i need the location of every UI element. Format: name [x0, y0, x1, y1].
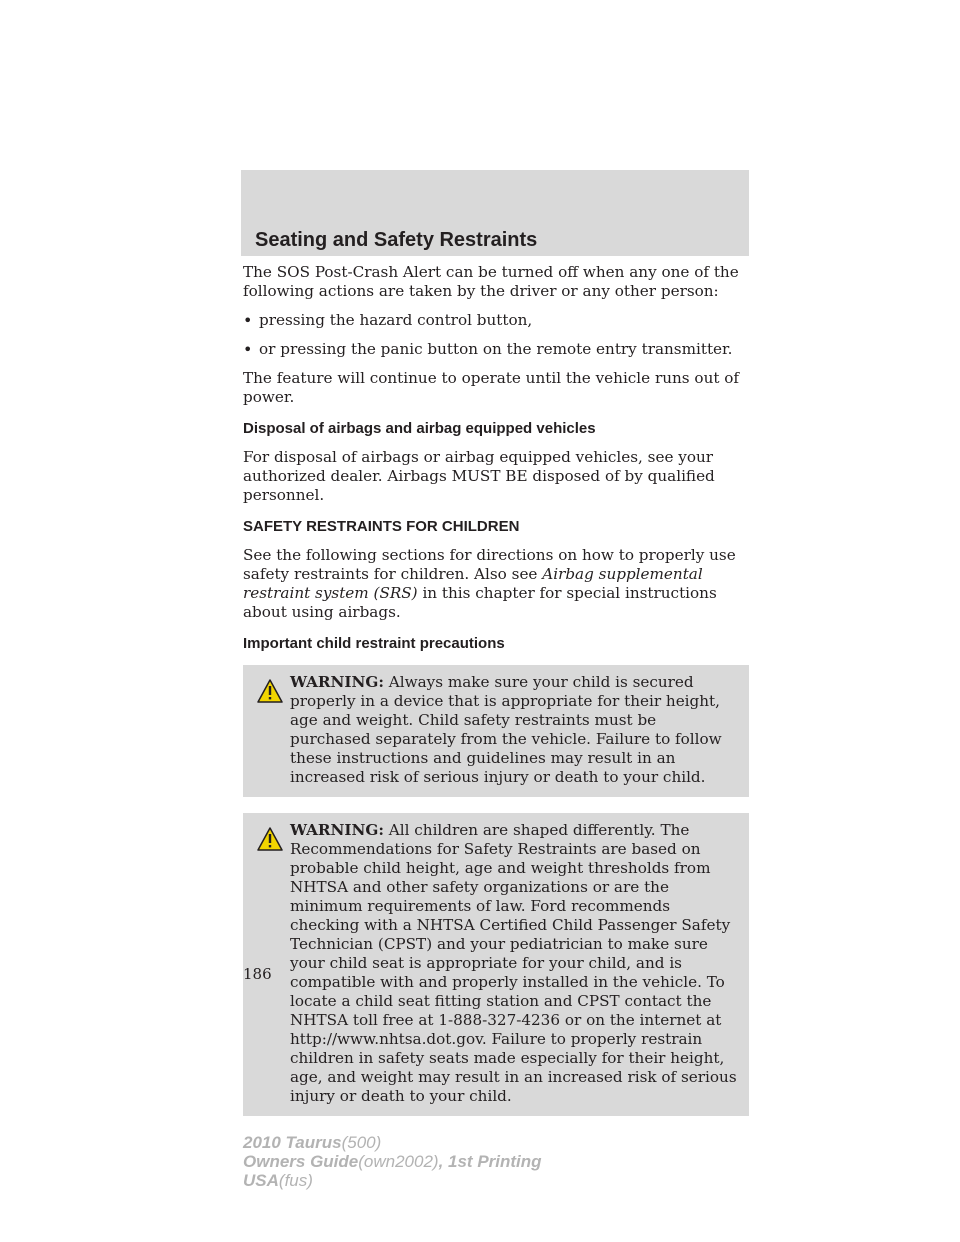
footer-market-code: (fus)	[278, 1171, 313, 1190]
bullet-symbol: •	[243, 311, 253, 330]
bullet-text: pressing the hazard control button,	[259, 311, 533, 329]
warning-label: WARNING:	[290, 821, 384, 839]
warning-box-2	[243, 813, 749, 1116]
warning-text	[255, 821, 741, 1106]
page-content	[243, 263, 749, 1116]
children-text-end: in this chapter for special instructions about using airbags.	[243, 584, 717, 621]
warning-text	[255, 673, 741, 787]
continue-paragraph: The feature will continue to operate until the vehicle runs out of power.	[243, 369, 740, 406]
footer-guide: Owners Guide	[243, 1152, 359, 1171]
list-item	[243, 340, 749, 359]
disposal-heading: Disposal of airbags and airbag equipped vehicles	[243, 420, 596, 437]
footer-model: 2010 Taurus	[243, 1133, 342, 1152]
footer-printing: , 1st Printing	[438, 1152, 542, 1171]
children-heading: SAFETY RESTRAINTS FOR CHILDREN	[243, 518, 520, 535]
bullet-text: or pressing the panic button on the remote entry transmitter.	[259, 340, 733, 358]
section-title: Seating and Safety Restraints	[255, 229, 538, 251]
footer-line-3	[243, 1171, 542, 1190]
footer-line-2	[243, 1152, 542, 1171]
warning-triangle-icon	[257, 827, 283, 851]
footer-market: USA	[243, 1171, 279, 1190]
children-paragraph	[243, 546, 749, 622]
footer-model-code: (500)	[341, 1133, 382, 1152]
warning-label: WARNING:	[290, 673, 384, 691]
warning-triangle-icon	[257, 679, 283, 703]
page-number: 186	[243, 965, 272, 983]
children-text-start: See the following sections for directions on how to properly use safety restraints for children. Also see	[243, 546, 736, 583]
print-footer	[243, 1133, 542, 1190]
warning-box-1	[243, 665, 749, 797]
bullet-symbol: •	[243, 340, 253, 359]
intro-paragraph: The SOS Post-Crash Alert can be turned off when any one of the following actions are taken by the driver or any other person:	[243, 263, 739, 300]
footer-line-1	[243, 1133, 542, 1152]
list-item	[243, 311, 749, 330]
disposal-paragraph: For disposal of airbags or airbag equipped vehicles, see your authorized dealer. Airbags MUST BE disposed of by qualified personnel.	[243, 448, 715, 504]
warning-body: Always make sure your child is secured properly in a device that is appropriate for their height, age and weight. Child safety restraints must be purchased separately from the vehicle. Failure to follow these instructions and guidelines may result in an increased risk of serious injury or death to your child.	[290, 673, 722, 786]
srs-reference: Airbag supplemental restraint system (SRS)	[243, 565, 703, 602]
precautions-heading: Important child restraint precautions	[243, 635, 505, 652]
warning-body: All children are shaped differently. The Recommendations for Safety Restraints are based on probable child height, age and weight thresholds from NHTSA and other safety organizations or are the minimum requirements of law. Ford recommends checking with a NHTSA Certified Child Passenger Safety Technician (CPST) and your pediatrician to make sure your child seat is appropriate for your child, and is compatible with and properly installed in the vehicle. To locate a child seat fitting station and CPST contact the NHTSA toll free at 1-888-327-4236 or on the internet at http://www.nhtsa.dot.gov. Failure to properly restrain children in safety seats made especially for their height, age, and weight may result in an increased risk of serious injury or death to your child.	[290, 821, 737, 1105]
footer-guide-code: (own2002)	[358, 1152, 439, 1171]
